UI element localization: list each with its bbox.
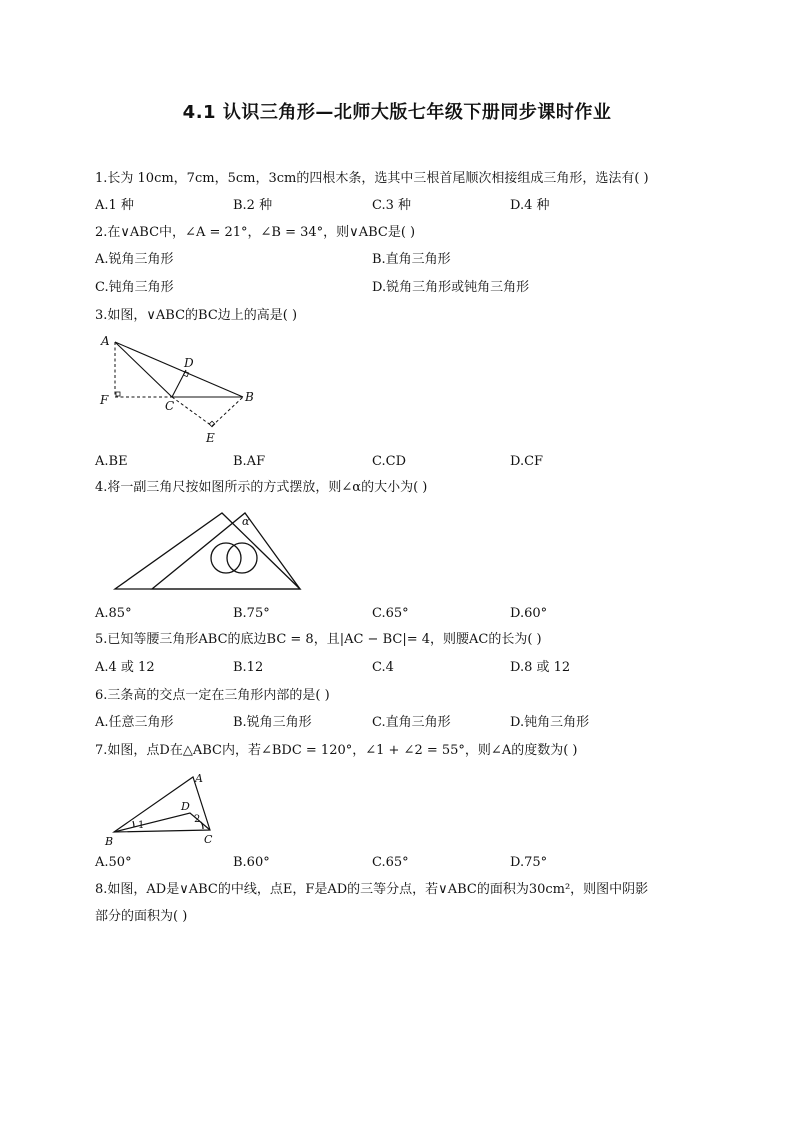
q7-label-1: 1 (138, 820, 145, 831)
question-2-stem: 2.在∨ABC中，∠A = 21°，∠B = 34°，则∨ABC是( ) (95, 225, 416, 240)
q2-option-d: D.锐角三角形或钝角三角形 (372, 280, 530, 295)
q1-option-d: D.4 种 (510, 198, 550, 213)
q7-triangle-figure (100, 770, 220, 850)
q7-label-c: C (204, 833, 213, 846)
q3-label-d: D (184, 356, 194, 370)
q2-option-c: C.钝角三角形 (95, 280, 174, 295)
q4-option-c: C.65° (372, 606, 409, 621)
q1-option-b: B.2 种 (233, 198, 273, 213)
q7-option-a: A.50° (95, 855, 132, 870)
q3-label-b: B (245, 390, 254, 404)
q4-option-b: B.75° (233, 606, 270, 621)
page-title: 4.1 认识三角形—北师大版七年级下册同步课时作业 (182, 102, 612, 123)
q4-label-alpha: α (242, 515, 250, 528)
q4-option-d: D.60° (510, 606, 548, 621)
q6-option-c: C.直角三角形 (372, 715, 451, 730)
q2-option-a: A.锐角三角形 (95, 252, 174, 267)
q3-option-b: B.AF (233, 454, 266, 469)
q5-option-d: D.8 或 12 (510, 660, 571, 675)
q7-label-2: 2 (194, 814, 201, 825)
question-4-stem: 4.将一副三角尺按如图所示的方式摆放，则∠α的大小为( ) (95, 480, 428, 495)
q6-option-b: B.锐角三角形 (233, 715, 312, 730)
q5-option-b: B.12 (233, 660, 264, 675)
question-8-stem-line-1: 8.如图，AD是∨ABC的中线，点E，F是AD的三等分点，若∨ABC的面积为30cm²，则图中阴影 (95, 882, 649, 897)
q1-option-a: A.1 种 (95, 198, 134, 213)
q7-option-d: D.75° (510, 855, 548, 870)
q6-option-d: D.钝角三角形 (510, 715, 590, 730)
q7-label-d: D (181, 800, 190, 813)
question-5-stem: 5.已知等腰三角形ABC的底边BC = 8，且|AC − BC|= 4，则腰AC的长为( ) (95, 632, 542, 647)
q2-option-b: B.直角三角形 (372, 252, 451, 267)
q3-label-c: C (165, 399, 175, 413)
question-7-stem: 7.如图，点D在△ABC内，若∠BDC = 120°，∠1 + ∠2 = 55°，则∠A的度数为( ) (95, 743, 578, 758)
q6-option-a: A.任意三角形 (95, 715, 174, 730)
q3-option-c: C.CD (372, 454, 406, 469)
q4-option-a: A.85° (95, 606, 132, 621)
q3-label-f: F (100, 393, 109, 407)
q7-label-a: A (195, 772, 203, 785)
q3-triangle-figure (95, 330, 270, 448)
q5-option-a: A.4 或 12 (95, 660, 155, 675)
q3-option-d: D.CF (510, 454, 544, 469)
question-6-stem: 6.三条高的交点一定在三角形内部的是( ) (95, 688, 330, 703)
q4-set-squares-figure (110, 508, 310, 594)
q7-label-b: B (105, 835, 114, 848)
q3-label-a: A (101, 334, 110, 348)
q1-option-c: C.3 种 (372, 198, 412, 213)
q3-label-e: E (206, 431, 215, 445)
q7-option-b: B.60° (233, 855, 270, 870)
question-3-stem: 3.如图，∨ABC的BC边上的高是( ) (95, 308, 298, 323)
question-8-stem-line-2: 部分的面积为( ) (95, 909, 188, 924)
question-1-stem: 1.长为 10cm，7cm，5cm，3cm的四根木条，选其中三根首尾顺次相接组成三角形，选法有( ) (95, 171, 649, 186)
q3-option-a: A.BE (95, 454, 128, 469)
q5-option-c: C.4 (372, 660, 394, 675)
q7-option-c: C.65° (372, 855, 409, 870)
